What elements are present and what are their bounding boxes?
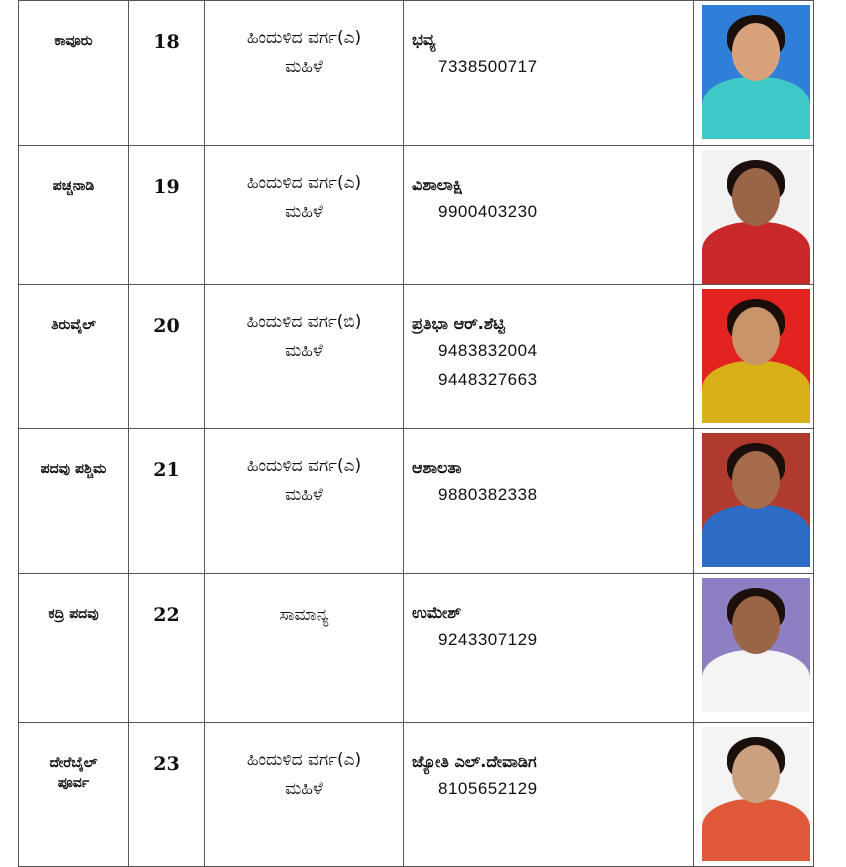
phone-number: 9900403230 xyxy=(438,202,538,221)
photo-clothing xyxy=(702,650,810,712)
phone-number: 8105652129 xyxy=(438,779,538,798)
photo-cell xyxy=(694,723,814,867)
reservation-category-line: ಸಾಮಾನ್ಯ xyxy=(279,605,329,625)
candidate-cell xyxy=(404,285,694,429)
photo-face xyxy=(732,596,780,654)
candidate-cell xyxy=(404,429,694,574)
candidate-cell xyxy=(404,723,694,867)
table-row xyxy=(19,1,814,146)
photo-cell xyxy=(694,429,814,574)
ward-number-cell xyxy=(129,723,205,867)
table-row xyxy=(19,146,814,285)
ward-number: 19 xyxy=(153,176,180,198)
candidate-photo xyxy=(702,289,810,423)
photo-cell xyxy=(694,285,814,429)
candidate-photo xyxy=(702,5,810,139)
candidate-photo xyxy=(702,433,810,567)
ward-name: ಕಾವೂರು xyxy=(54,33,93,49)
ward-name: ಕದ್ರಿ ಪದವು xyxy=(48,606,99,622)
reservation-category-cell xyxy=(205,285,404,429)
candidate-cell xyxy=(404,146,694,285)
table-row xyxy=(19,574,814,723)
ward-name: ಪಚ್ಚನಾಡಿ xyxy=(52,178,95,194)
ward-number: 21 xyxy=(153,459,180,481)
ward-name-cell xyxy=(19,574,129,723)
ward-number: 23 xyxy=(153,753,180,775)
phone-number: 9448327663 xyxy=(438,370,538,389)
photo-face xyxy=(732,307,780,365)
photo-cell xyxy=(694,1,814,146)
candidate-name: ಪ್ರತಿಭಾ ಆರ್.ಶೆಟ್ಟಿ xyxy=(412,314,505,333)
ward-number-cell xyxy=(129,574,205,723)
candidate-name: ಆಶಾಲತಾ xyxy=(412,458,462,477)
reservation-category-cell xyxy=(205,574,404,723)
reservation-category-cell xyxy=(205,146,404,285)
ward-name-cell xyxy=(19,146,129,285)
photo-cell xyxy=(694,146,814,285)
reservation-category-line: ಹಿಂದುಳಿದ ವರ್ಗ(ಎ) xyxy=(246,456,362,476)
candidate-photo xyxy=(702,578,810,712)
photo-clothing xyxy=(702,799,810,861)
photo-clothing xyxy=(702,505,810,567)
ward-number-cell xyxy=(129,429,205,574)
ward-name-cell xyxy=(19,723,129,867)
photo-face xyxy=(732,451,780,509)
ward-name: ಪದವು ಪಶ್ಚಿಮ xyxy=(40,461,107,477)
reservation-category-cell xyxy=(205,1,404,146)
candidate-name: ಜ್ಯೋತಿ ಎಲ್.ದೇವಾಡಿಗ xyxy=(412,752,537,771)
ward-name-cell xyxy=(19,1,129,146)
candidate-cell xyxy=(404,574,694,723)
ward-name-cell xyxy=(19,285,129,429)
reservation-category-line: ಮಹಿಳೆ xyxy=(285,57,323,77)
ward-name: ದೇರೆಬೈಲ್ ಪೂರ್ವ xyxy=(49,755,98,791)
photo-clothing xyxy=(702,77,810,139)
photo-face xyxy=(732,23,780,81)
candidate-cell xyxy=(404,1,694,146)
ward-number: 18 xyxy=(153,31,180,53)
ward-number-cell xyxy=(129,146,205,285)
photo-clothing xyxy=(702,361,810,423)
ward-name-cell xyxy=(19,429,129,574)
ward-number-cell xyxy=(129,1,205,146)
reservation-category-line: ಹಿಂದುಳಿದ ವರ್ಗ(ಬಿ) xyxy=(246,312,362,332)
phone-number: 7338500717 xyxy=(438,57,538,76)
candidate-name: ಭವ್ಯ xyxy=(412,30,436,49)
table-row xyxy=(19,429,814,574)
reservation-category-line: ಮಹಿಳೆ xyxy=(285,341,323,361)
councillor-table xyxy=(18,0,814,867)
ward-number: 20 xyxy=(153,315,180,337)
reservation-category-line: ಹಿಂದುಳಿದ ವರ್ಗ(ಎ) xyxy=(246,173,362,193)
photo-face xyxy=(732,168,780,226)
ward-name: ತಿರುವೈಲ್ xyxy=(51,317,96,333)
phone-number: 9483832004 xyxy=(438,341,538,360)
reservation-category-line: ಮಹಿಳೆ xyxy=(285,202,323,222)
photo-clothing xyxy=(702,222,810,284)
candidate-name: ವಿಶಾಲಾಕ್ಷಿ xyxy=(412,175,463,194)
photo-cell xyxy=(694,574,814,723)
table-row xyxy=(19,285,814,429)
candidate-name: ಉಮೇಶ್ xyxy=(412,603,462,622)
reservation-category-line: ಮಹಿಳೆ xyxy=(285,779,323,799)
ward-number-cell xyxy=(129,285,205,429)
reservation-category-cell xyxy=(205,429,404,574)
phone-number: 9880382338 xyxy=(438,485,538,504)
candidate-photo xyxy=(702,150,810,284)
reservation-category-line: ಹಿಂದುಳಿದ ವರ್ಗ(ಎ) xyxy=(246,28,362,48)
ward-number: 22 xyxy=(153,604,180,626)
photo-face xyxy=(732,745,780,803)
candidate-photo xyxy=(702,727,810,861)
table-row xyxy=(19,723,814,867)
phone-number: 9243307129 xyxy=(438,630,538,649)
reservation-category-line: ಹಿಂದುಳಿದ ವರ್ಗ(ಎ) xyxy=(246,750,362,770)
reservation-category-line: ಮಹಿಳೆ xyxy=(285,485,323,505)
reservation-category-cell xyxy=(205,723,404,867)
